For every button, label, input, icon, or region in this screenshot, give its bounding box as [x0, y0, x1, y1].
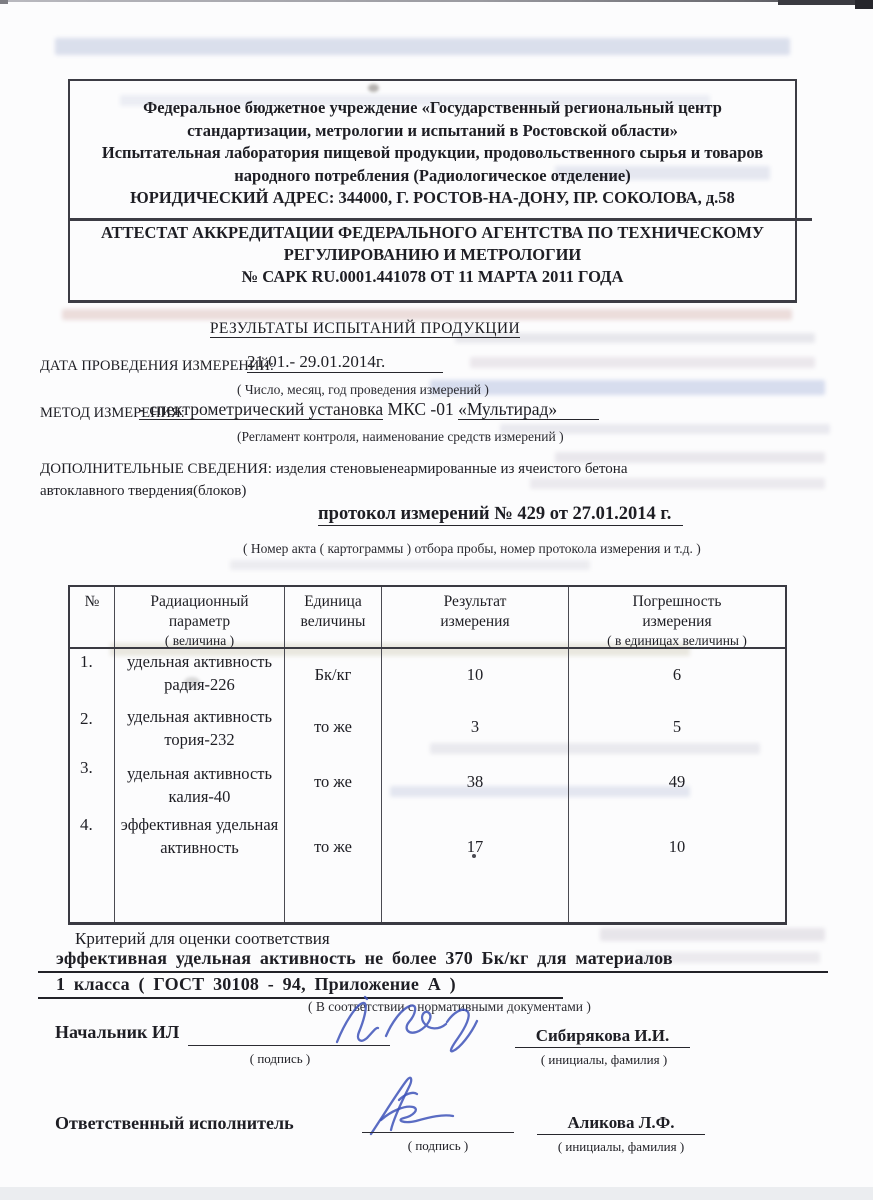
empty-cell	[115, 882, 285, 922]
param-line: тория-232	[164, 730, 235, 749]
cell-param	[115, 809, 285, 882]
accreditation-line: РЕГУЛИРОВАНИЮ И МЕТРОЛОГИИ	[283, 244, 582, 264]
header-text: Единица	[304, 593, 362, 610]
additional-info-line: ДОПОЛНИТЕЛЬНЫЕ СВЕДЕНИЯ: изделия стеновыенеармированные из ячеистого бетона	[40, 461, 628, 477]
header-text: №	[84, 593, 100, 610]
cell-error: 5	[672, 717, 682, 736]
bleed-through-artifact	[55, 38, 790, 55]
criteria-heading: Критерий для оценки соответствия	[75, 929, 330, 948]
section-title	[0, 320, 730, 338]
cell-unit: то же	[285, 754, 382, 809]
header-cell-unit	[285, 587, 382, 647]
header-cell-param	[115, 587, 285, 647]
param-line: удельная активность	[126, 652, 273, 671]
cell-unit: Бк/кг	[285, 649, 382, 699]
empty-cell	[382, 882, 569, 922]
signature-line	[188, 1045, 390, 1046]
bleed-through-artifact	[62, 309, 792, 320]
executor-label: Ответственный исполнитель	[55, 1113, 294, 1133]
letterhead-divider	[69, 218, 812, 221]
header-text: измерения	[440, 612, 510, 630]
criteria-line	[38, 974, 563, 999]
scan-bottom-shade	[0, 1187, 873, 1200]
letterhead-box	[68, 79, 797, 303]
criteria-line	[38, 948, 828, 973]
cell-error: 49	[668, 772, 686, 791]
header-text: измерения	[642, 612, 712, 630]
method-value	[139, 399, 599, 420]
head-of-lab-label: Начальник ИЛ	[55, 1022, 180, 1042]
executor-name: Аликова Л.Ф.	[537, 1113, 705, 1135]
head-of-lab-name: Сибирякова И.И.	[515, 1026, 690, 1048]
scan-corner-mark	[855, 0, 873, 9]
scan-edge-line	[0, 0, 873, 2]
method-hint: (Регламент контроля, наименование средств измерений )	[237, 429, 564, 444]
header-text: Результат	[443, 593, 507, 610]
criteria-text: 1 класса ( ГОСТ 30108 - 94, Приложение А )	[56, 974, 456, 994]
executor-signature	[352, 1074, 474, 1138]
cell-result: 3	[382, 699, 569, 754]
cell-result: 10	[382, 649, 569, 699]
additional-info-line: автоклавного твердения(блоков)	[40, 483, 247, 499]
empty-cell	[569, 882, 785, 922]
header-text: параметр	[168, 612, 231, 630]
method-value-part2: МКС -01	[383, 399, 459, 419]
criteria-text: эффективная удельная активность не более 370 Бк/кг для материалов	[56, 948, 673, 968]
organization-block	[70, 81, 795, 210]
signature-hint: ( подпись )	[407, 1138, 469, 1153]
criteria-hint: ( В соответствии с нормативными документами )	[308, 999, 591, 1014]
cell-error: 10	[668, 837, 686, 856]
method-value-part1: - спектрометрический установка	[139, 399, 384, 419]
empty-cell	[285, 882, 382, 922]
header-subtext: ( в единицах величины )	[607, 633, 747, 648]
param-line: радия-226	[164, 675, 235, 694]
header-text: Погрешность	[632, 593, 722, 610]
header-cell-error	[569, 587, 785, 647]
table-row	[70, 754, 785, 809]
accreditation-line: АТТЕСТАТ АККРЕДИТАЦИИ ФЕДЕРАЛЬНОГО АГЕНТСТВА ПО ТЕХНИЧЕСКОМУ	[100, 222, 765, 242]
section-title-text: РЕЗУЛЬТАТЫ ИСПЫТАНИЙ ПРОДУКЦИИ	[209, 320, 521, 337]
accreditation-number: № САРК RU.0001.441078 ОТ 11 МАРТА 2011 ГОДА	[241, 266, 624, 286]
date-label: ДАТА ПРОВЕДЕНИЯ ИЗМЕРЕНИЙ:	[40, 358, 274, 374]
cell-result: 38	[382, 754, 569, 809]
bleed-through-artifact	[230, 560, 590, 570]
cell-unit: то же	[285, 809, 382, 882]
bleed-through-artifact	[600, 928, 825, 941]
org-address-line: ЮРИДИЧЕСКИЙ АДРЕС: 344000, Г. РОСТОВ-НА-ДОНУ, ПР. СОКОЛОВА, д.58	[130, 188, 735, 207]
protocol-hint: ( Номер акта ( картограммы ) отбора пробы, номер протокола измерения и т.д. )	[243, 541, 701, 556]
table-row	[70, 809, 785, 882]
org-line: Федеральное бюджетное учреждение «Государственный региональный центр	[143, 98, 722, 117]
cell-num: 1.	[70, 649, 115, 699]
param-line: активность	[160, 838, 239, 857]
header-cell-num	[70, 587, 115, 647]
table-row	[70, 649, 785, 699]
table-header-row	[70, 587, 785, 649]
accreditation-block	[70, 210, 795, 288]
head-of-lab-signature	[330, 994, 482, 1056]
cell-param	[115, 754, 285, 809]
scan-corner-mark-left	[0, 0, 8, 4]
cell-num: 4.	[70, 809, 115, 882]
header-subtext: ( величина )	[164, 633, 235, 648]
table-row	[70, 699, 785, 754]
bleed-through-artifact	[530, 478, 825, 489]
org-line: Испытательная лаборатория пищевой продукции, продовольственного сырья и товаров	[101, 143, 764, 162]
protocol-number: протокол измерений № 429 от 27.01.2014 г.	[318, 504, 683, 526]
bleed-through-artifact	[470, 357, 815, 368]
cell-result: 17	[382, 809, 569, 882]
name-hint: ( инициалы, фамилия )	[557, 1139, 685, 1154]
results-table	[68, 585, 787, 925]
org-line: народного потребления (Радиологическое отделение)	[234, 165, 631, 185]
cell-unit: то же	[285, 699, 382, 754]
header-text: Радиационный	[150, 593, 249, 610]
cell-num: 3.	[70, 754, 115, 809]
table-empty-row	[70, 882, 785, 922]
method-value-part3: «Мультирад»	[458, 399, 599, 420]
cell-num: 2.	[70, 699, 115, 754]
cell-param	[115, 649, 285, 699]
bleed-through-artifact	[430, 380, 825, 395]
header-text: величины	[300, 612, 366, 630]
cell-param	[115, 699, 285, 754]
signature-line	[362, 1132, 514, 1133]
date-hint: ( Число, месяц, год проведения измерений )	[237, 382, 489, 397]
header-cell-result	[382, 587, 569, 647]
cell-error: 6	[672, 664, 682, 684]
signature-hint: ( подпись )	[249, 1051, 311, 1066]
org-line: стандартизации, метрологии и испытаний в Ростовской области»	[187, 120, 678, 140]
param-line: удельная активность	[126, 764, 273, 783]
date-value: 21.01.- 29.01.2014г.	[247, 352, 443, 373]
param-line: калия-40	[168, 787, 231, 806]
method-label: МЕТОД ИЗМЕРЕНИЯ:	[40, 405, 185, 421]
param-line: удельная активность	[126, 707, 273, 726]
param-line: эффективная удельная	[120, 815, 279, 834]
empty-cell	[70, 882, 115, 922]
name-hint: ( инициалы, фамилия )	[540, 1052, 668, 1067]
